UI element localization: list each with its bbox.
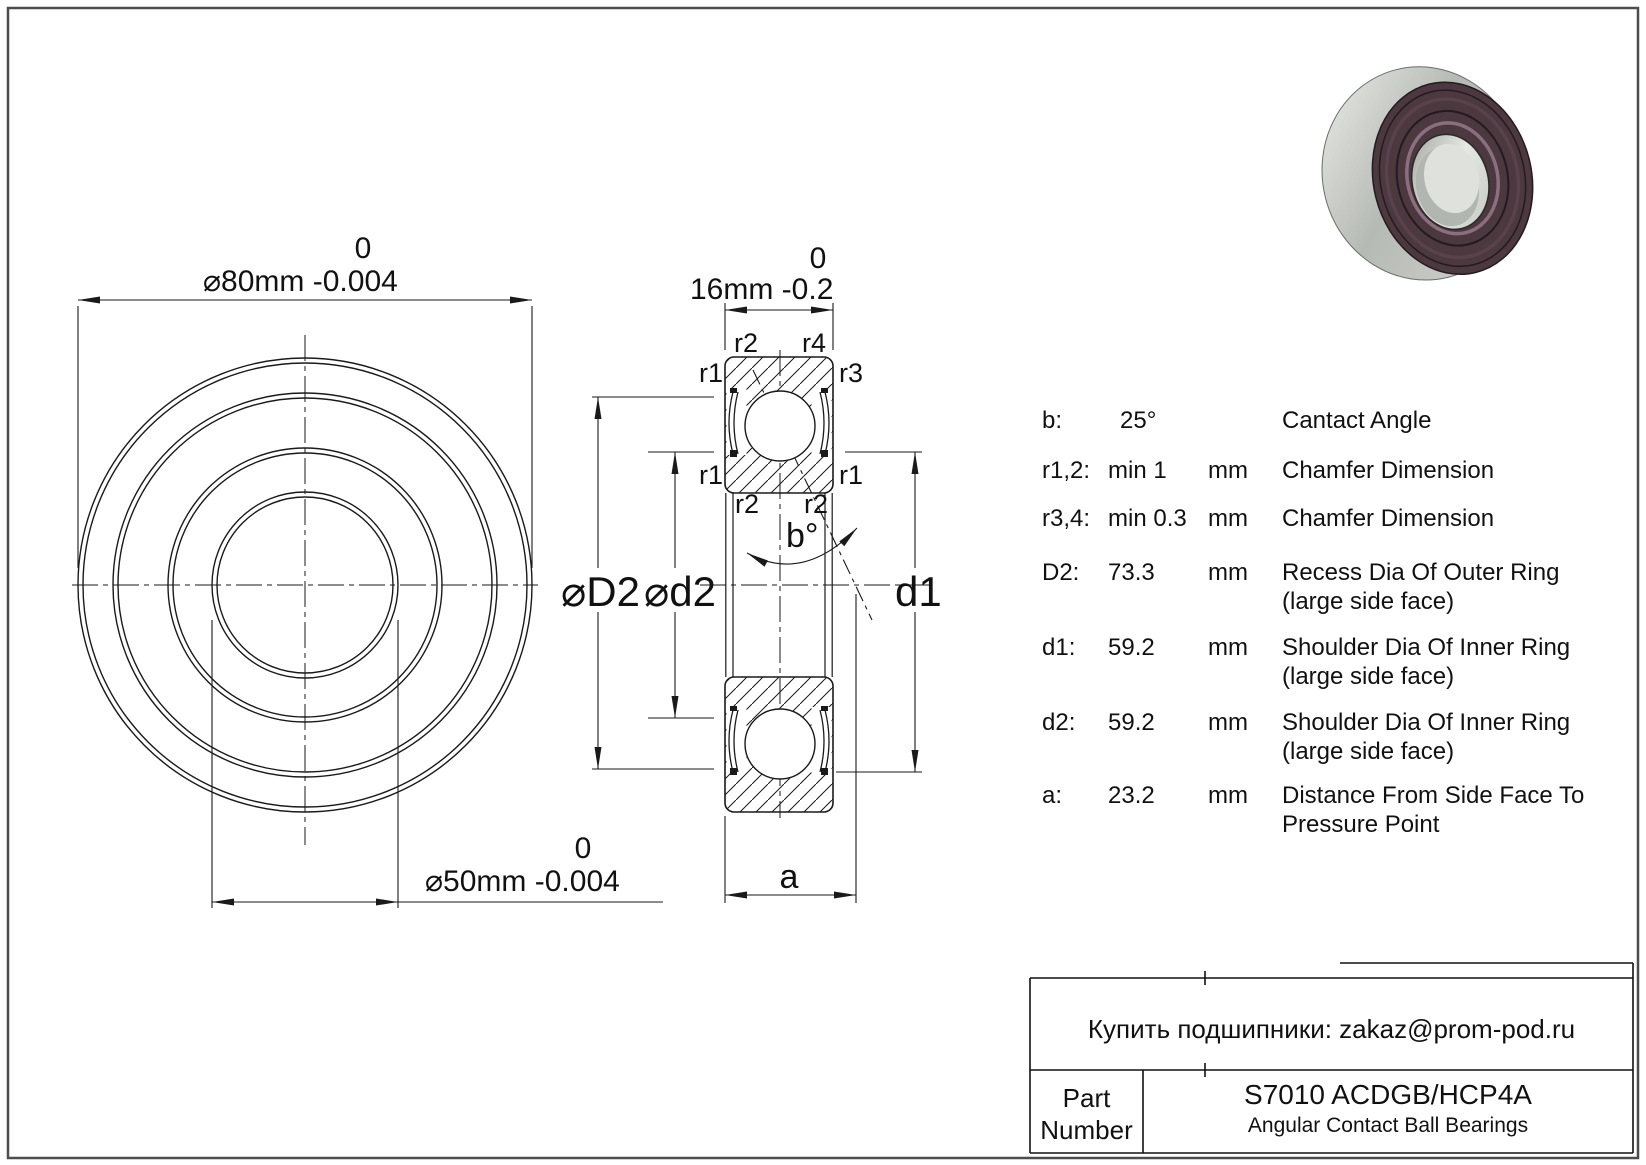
spec-value: min 1	[1108, 457, 1167, 484]
spec-value: 59.2	[1108, 634, 1155, 661]
dim-width-label: 16mm -0.2	[690, 273, 834, 306]
spec-param: d2:	[1042, 709, 1076, 736]
dim-bore-diameter-upper-tolerance: 0	[574, 832, 592, 865]
spec-row-a	[1042, 781, 1642, 839]
spec-desc: Distance From Side Face To	[1282, 782, 1585, 809]
part-number-value: S7010 ACDGB/HCP4A	[1244, 1079, 1532, 1110]
label-d2: ⌀d2	[644, 568, 717, 615]
spec-desc-line2: (large side face)	[1282, 588, 1455, 615]
spec-value: 59.2	[1108, 709, 1155, 736]
dim-outer-diameter-label: ⌀80mm -0.004	[203, 265, 398, 298]
spec-desc-line2: (large side face)	[1282, 738, 1455, 765]
spec-row-d2	[1042, 708, 1642, 766]
part-label-line1: Part	[1062, 1083, 1111, 1113]
label-r1-left-inner: r1	[698, 460, 724, 490]
spec-desc: Cantact Angle	[1282, 407, 1432, 434]
supplier-note: Купить подшипники: zakaz@prom-pod.ru	[1087, 1014, 1576, 1044]
spec-desc: Recess Dia Of Outer Ring	[1282, 559, 1560, 586]
spec-desc: Shoulder Dia Of Inner Ring	[1282, 634, 1571, 661]
spec-unit	[1208, 406, 1282, 435]
spec-value: 73.3	[1108, 559, 1155, 586]
section-top-block	[725, 357, 833, 493]
bearing-photo	[1300, 44, 1553, 304]
spec-param: a:	[1042, 782, 1063, 809]
spec-desc: Chamfer Dimension	[1282, 505, 1495, 532]
spec-param: D2:	[1042, 559, 1080, 586]
spec-value: 25°	[1120, 407, 1157, 434]
front-view-centerlines	[72, 335, 538, 845]
label-r1-left: r1	[698, 358, 724, 388]
label-r3-right: r3	[838, 358, 864, 388]
label-r1-right-inner: r1	[838, 460, 864, 490]
label-r2-bottom-right: r2	[803, 489, 829, 519]
spec-value: 23.2	[1108, 782, 1155, 809]
label-d1: d1	[895, 568, 942, 615]
spec-row-b	[1042, 406, 1642, 435]
spec-param: r1,2:	[1042, 457, 1091, 484]
spec-param: d1:	[1042, 634, 1076, 661]
label-r2-top-left: r2	[733, 328, 759, 358]
spec-value: min 0.3	[1108, 505, 1187, 532]
spec-desc-line2: (large side face)	[1282, 663, 1455, 690]
spec-row-d1	[1042, 633, 1642, 691]
label-r4-top-right: r4	[801, 328, 827, 358]
spec-row-D2	[1042, 558, 1642, 616]
spec-param: r3,4:	[1042, 505, 1091, 532]
spec-row-r34	[1042, 504, 1642, 533]
dim-width-upper-tolerance: 0	[809, 242, 827, 275]
spec-unit: mm	[1208, 782, 1248, 809]
bearing-category: Angular Contact Ball Bearings	[1247, 1114, 1529, 1137]
spec-unit: mm	[1208, 709, 1248, 736]
part-label-line2: Number	[1040, 1115, 1133, 1145]
spec-row-r12	[1042, 456, 1642, 485]
spec-desc-line2: Pressure Point	[1282, 811, 1440, 838]
dim-bore-diameter-label: ⌀50mm -0.004	[425, 865, 620, 898]
spec-unit: mm	[1208, 559, 1248, 586]
label-D2: ⌀D2	[561, 568, 640, 615]
ball-top	[745, 391, 815, 461]
spec-unit: mm	[1208, 634, 1248, 661]
dim-outer-diameter-upper-tolerance: 0	[354, 232, 372, 265]
label-contact-angle: b°	[786, 517, 819, 555]
part-number-label	[1030, 1082, 1143, 1146]
ball-bottom	[745, 709, 815, 779]
section-view	[592, 303, 932, 903]
label-a: a	[779, 858, 799, 896]
spec-param: b:	[1042, 407, 1063, 434]
section-bottom-block	[725, 677, 833, 812]
spec-desc: Chamfer Dimension	[1282, 457, 1495, 484]
spec-desc: Shoulder Dia Of Inner Ring	[1282, 709, 1571, 736]
spec-unit: mm	[1208, 505, 1248, 532]
label-r2-bottom-left: r2	[734, 489, 760, 519]
spec-unit: mm	[1208, 457, 1248, 484]
